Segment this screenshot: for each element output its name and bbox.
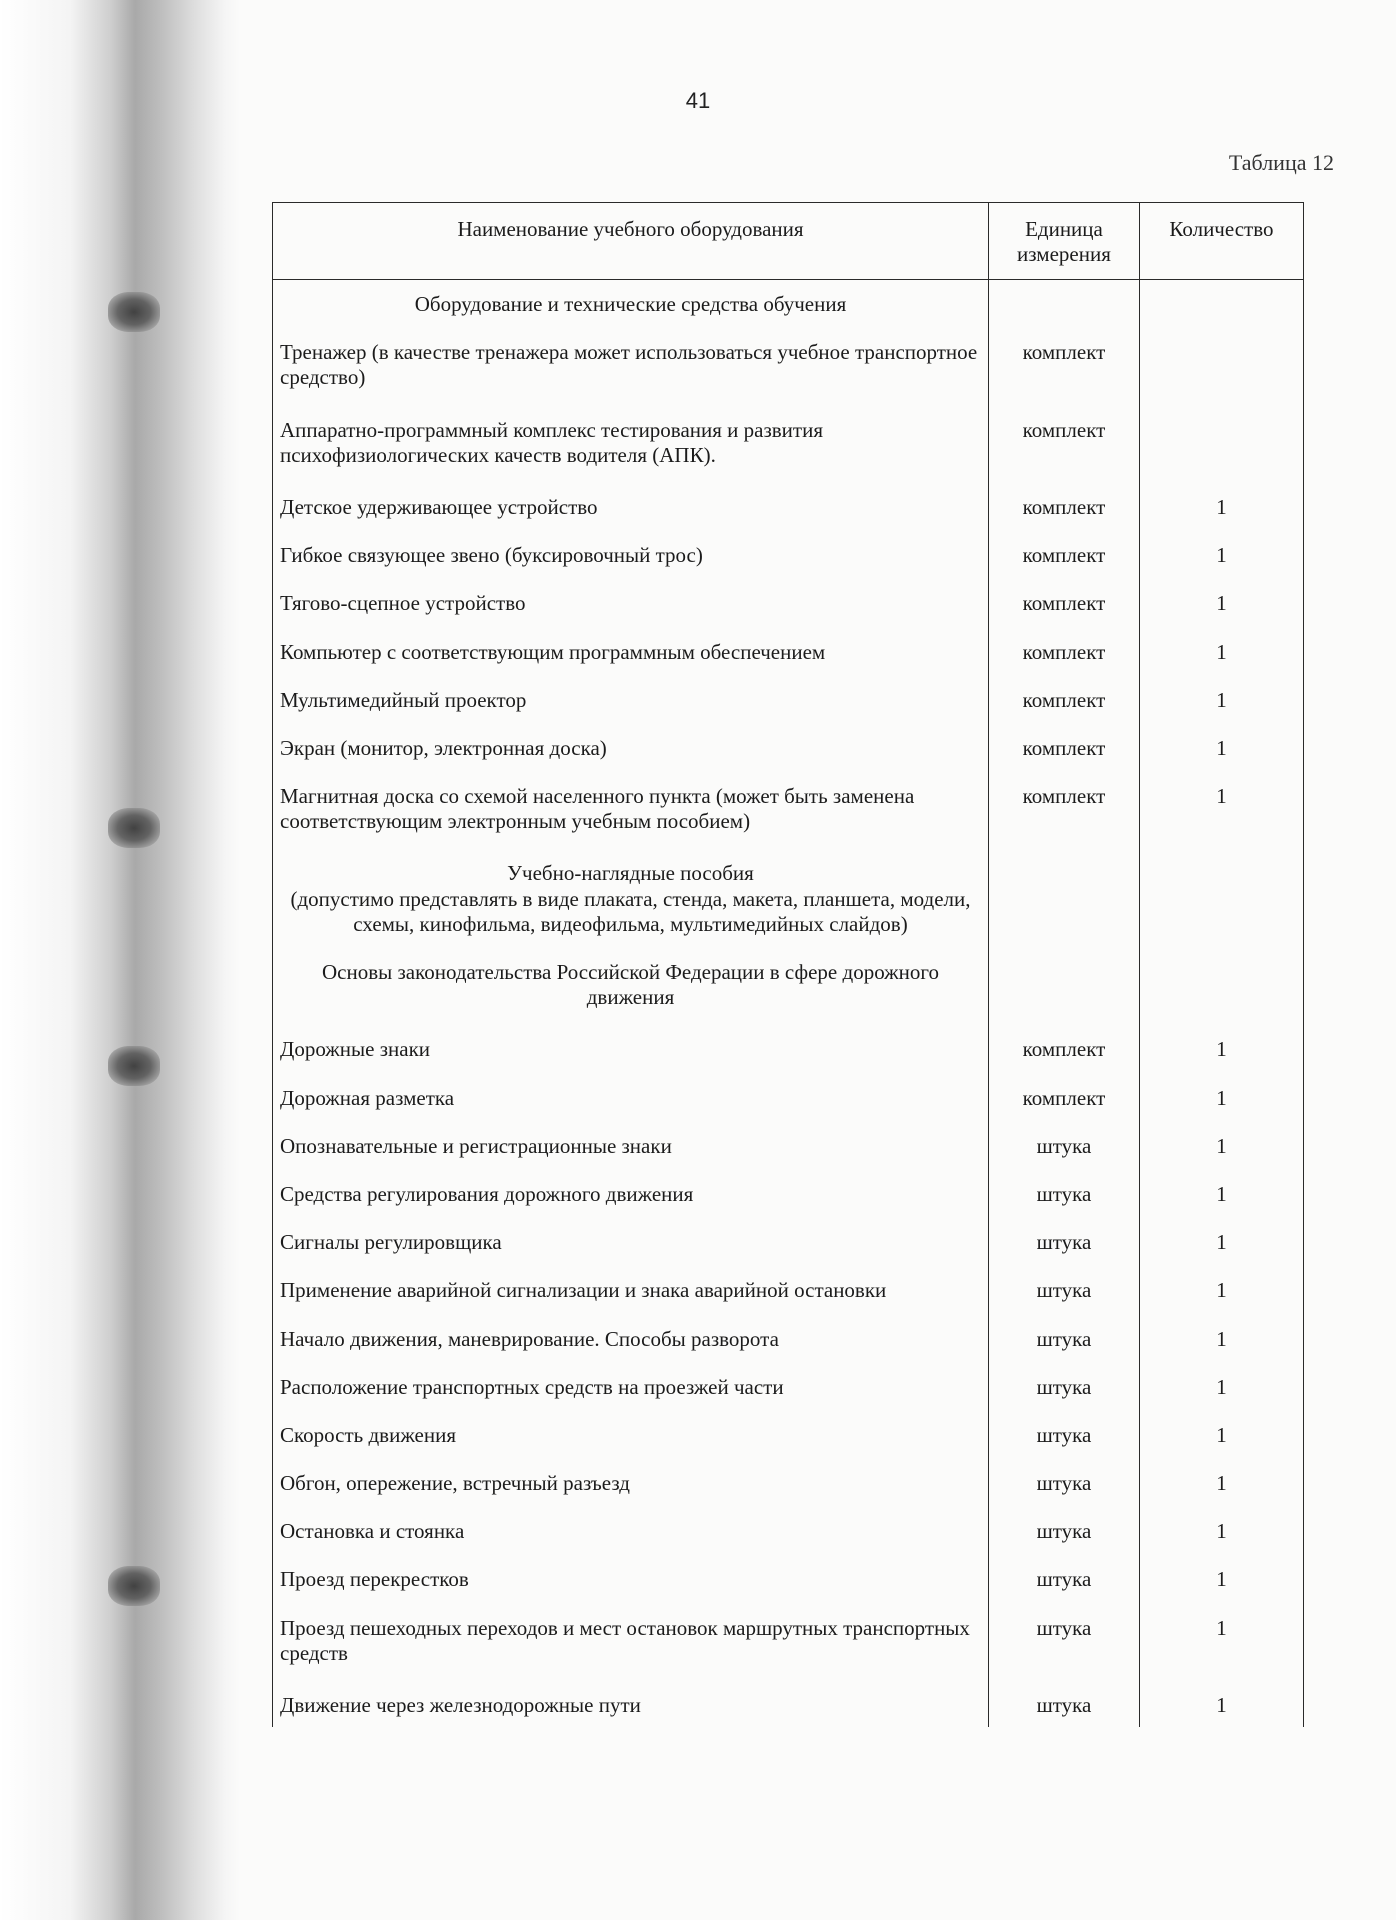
- header-qty: Количество: [1139, 203, 1303, 280]
- unit-cell: комплект: [989, 326, 1140, 403]
- section-title-cell: [273, 847, 989, 946]
- table-row: [273, 722, 1304, 770]
- unit-cell: [989, 946, 1140, 1023]
- header-unit: Единица измерения: [989, 203, 1140, 280]
- table-section-row: [273, 280, 1304, 327]
- item-name-cell: Тягово-сцепное устройство: [273, 577, 989, 625]
- quantity-cell: 1: [1139, 1264, 1303, 1312]
- section-title: Учебно-наглядные пособия: [507, 861, 754, 886]
- unit-cell: комплект: [989, 674, 1140, 722]
- unit-cell: штука: [989, 1361, 1140, 1409]
- item-name-cell: Проезд перекрестков: [273, 1553, 989, 1601]
- table-row: [273, 1602, 1304, 1679]
- table-row: [273, 1023, 1304, 1071]
- item-name-cell: Средства регулирования дорожного движения: [273, 1168, 989, 1216]
- unit-cell: комплект: [989, 529, 1140, 577]
- unit-cell: штука: [989, 1505, 1140, 1553]
- table-section-row: [273, 847, 1304, 946]
- item-name-cell: Обгон, опережение, встречный разъезд: [273, 1457, 989, 1505]
- quantity-cell: [1139, 326, 1303, 403]
- unit-cell: штука: [989, 1679, 1140, 1727]
- header-name: Наименование учебного оборудования: [273, 203, 989, 280]
- table-row: [273, 1409, 1304, 1457]
- punch-hole: [108, 1566, 160, 1606]
- quantity-cell: 1: [1139, 674, 1303, 722]
- table-row: [273, 1216, 1304, 1264]
- quantity-cell: 1: [1139, 1679, 1303, 1727]
- unit-cell: штука: [989, 1216, 1140, 1264]
- table-row: [273, 1120, 1304, 1168]
- table-row: [273, 1072, 1304, 1120]
- unit-cell: комплект: [989, 1023, 1140, 1071]
- unit-cell: [989, 847, 1140, 946]
- quantity-cell: 1: [1139, 1602, 1303, 1679]
- unit-cell: [989, 280, 1140, 327]
- table-row: [273, 326, 1304, 403]
- item-name-cell: Остановка и стоянка: [273, 1505, 989, 1553]
- table-row: [273, 674, 1304, 722]
- quantity-cell: 1: [1139, 626, 1303, 674]
- quantity-cell: 1: [1139, 1168, 1303, 1216]
- table-row: [273, 1679, 1304, 1727]
- unit-cell: комплект: [989, 404, 1140, 481]
- quantity-cell: 1: [1139, 722, 1303, 770]
- unit-cell: штука: [989, 1457, 1140, 1505]
- unit-cell: комплект: [989, 577, 1140, 625]
- item-name-cell: Сигналы регулировщика: [273, 1216, 989, 1264]
- table-header-row: [273, 203, 1304, 280]
- table-row: [273, 1457, 1304, 1505]
- quantity-cell: 1: [1139, 1216, 1303, 1264]
- table-row: [273, 626, 1304, 674]
- page-number: 41: [685, 88, 711, 113]
- quantity-cell: 1: [1139, 1457, 1303, 1505]
- unit-cell: комплект: [989, 722, 1140, 770]
- punch-hole: [108, 808, 160, 848]
- table-caption: Таблица 12: [1228, 150, 1334, 175]
- quantity-cell: 1: [1139, 1120, 1303, 1168]
- item-name-cell: Опознавательные и регистрационные знаки: [273, 1120, 989, 1168]
- item-name-cell: Детское удерживающее устройство: [273, 481, 989, 529]
- quantity-cell: [1139, 280, 1303, 327]
- item-name-cell: Магнитная доска со схемой населенного пункта (может быть заменена соответствующим электронным учебным пособием): [273, 770, 989, 847]
- quantity-cell: 1: [1139, 770, 1303, 847]
- table-row: [273, 770, 1304, 847]
- section-title: Основы законодательства Российской Федерации в сфере дорожного движения: [321, 960, 940, 1010]
- quantity-cell: [1139, 847, 1303, 946]
- item-name-cell: Мультимедийный проектор: [273, 674, 989, 722]
- table-row: [273, 481, 1304, 529]
- unit-cell: штука: [989, 1264, 1140, 1312]
- binder-shadow: [0, 0, 240, 1920]
- unit-cell: штука: [989, 1553, 1140, 1601]
- unit-cell: штука: [989, 1313, 1140, 1361]
- item-name-cell: Экран (монитор, электронная доска): [273, 722, 989, 770]
- section-note: (допустимо представлять в виде плаката, стенда, макета, планшета, модели, схемы, кинофильма, видеофильма, мультимедийных слайдов): [290, 886, 971, 936]
- table-section-row: [273, 946, 1304, 1023]
- quantity-cell: 1: [1139, 1313, 1303, 1361]
- table-row: [273, 1361, 1304, 1409]
- quantity-cell: [1139, 946, 1303, 1023]
- table-row: [273, 1505, 1304, 1553]
- item-name-cell: Компьютер с соответствующим программным обеспечением: [273, 626, 989, 674]
- item-name-cell: Дорожная разметка: [273, 1072, 989, 1120]
- item-name-cell: Проезд пешеходных переходов и мест остановок маршрутных транспортных средств: [273, 1602, 989, 1679]
- unit-cell: комплект: [989, 770, 1140, 847]
- item-name-cell: Аппаратно-программный комплекс тестирования и развития психофизиологических качеств водителя (АПК).: [273, 404, 989, 481]
- table-row: [273, 577, 1304, 625]
- quantity-cell: 1: [1139, 1023, 1303, 1071]
- quantity-cell: 1: [1139, 1361, 1303, 1409]
- unit-cell: штука: [989, 1602, 1140, 1679]
- punch-hole: [108, 292, 160, 332]
- item-name-cell: Начало движения, маневрирование. Способы разворота: [273, 1313, 989, 1361]
- table-row: [273, 1553, 1304, 1601]
- unit-cell: комплект: [989, 1072, 1140, 1120]
- section-title: Оборудование и технические средства обучения: [414, 292, 847, 316]
- table-row: [273, 1313, 1304, 1361]
- table-row: [273, 529, 1304, 577]
- item-name-cell: Гибкое связующее звено (буксировочный трос): [273, 529, 989, 577]
- unit-cell: штука: [989, 1409, 1140, 1457]
- item-name-cell: Движение через железнодорожные пути: [273, 1679, 989, 1727]
- unit-cell: комплект: [989, 481, 1140, 529]
- table-row: [273, 404, 1304, 481]
- quantity-cell: 1: [1139, 1409, 1303, 1457]
- quantity-cell: 1: [1139, 1505, 1303, 1553]
- quantity-cell: 1: [1139, 529, 1303, 577]
- quantity-cell: 1: [1139, 1553, 1303, 1601]
- quantity-cell: [1139, 404, 1303, 481]
- unit-cell: штука: [989, 1120, 1140, 1168]
- item-name-cell: Тренажер (в качестве тренажера может использоваться учебное транспортное средство): [273, 326, 989, 403]
- table-body: [273, 280, 1304, 1728]
- item-name-cell: Применение аварийной сигнализации и знака аварийной остановки: [273, 1264, 989, 1312]
- quantity-cell: 1: [1139, 577, 1303, 625]
- table-row: [273, 1168, 1304, 1216]
- item-name-cell: Расположение транспортных средств на проезжей части: [273, 1361, 989, 1409]
- punch-hole: [108, 1046, 160, 1086]
- section-title-cell: [273, 946, 989, 1023]
- table-row: [273, 1264, 1304, 1312]
- unit-cell: комплект: [989, 626, 1140, 674]
- quantity-cell: 1: [1139, 1072, 1303, 1120]
- equipment-table: [272, 202, 1304, 1727]
- item-name-cell: Скорость движения: [273, 1409, 989, 1457]
- section-title-cell: [273, 280, 989, 327]
- item-name-cell: Дорожные знаки: [273, 1023, 989, 1071]
- quantity-cell: 1: [1139, 481, 1303, 529]
- unit-cell: штука: [989, 1168, 1140, 1216]
